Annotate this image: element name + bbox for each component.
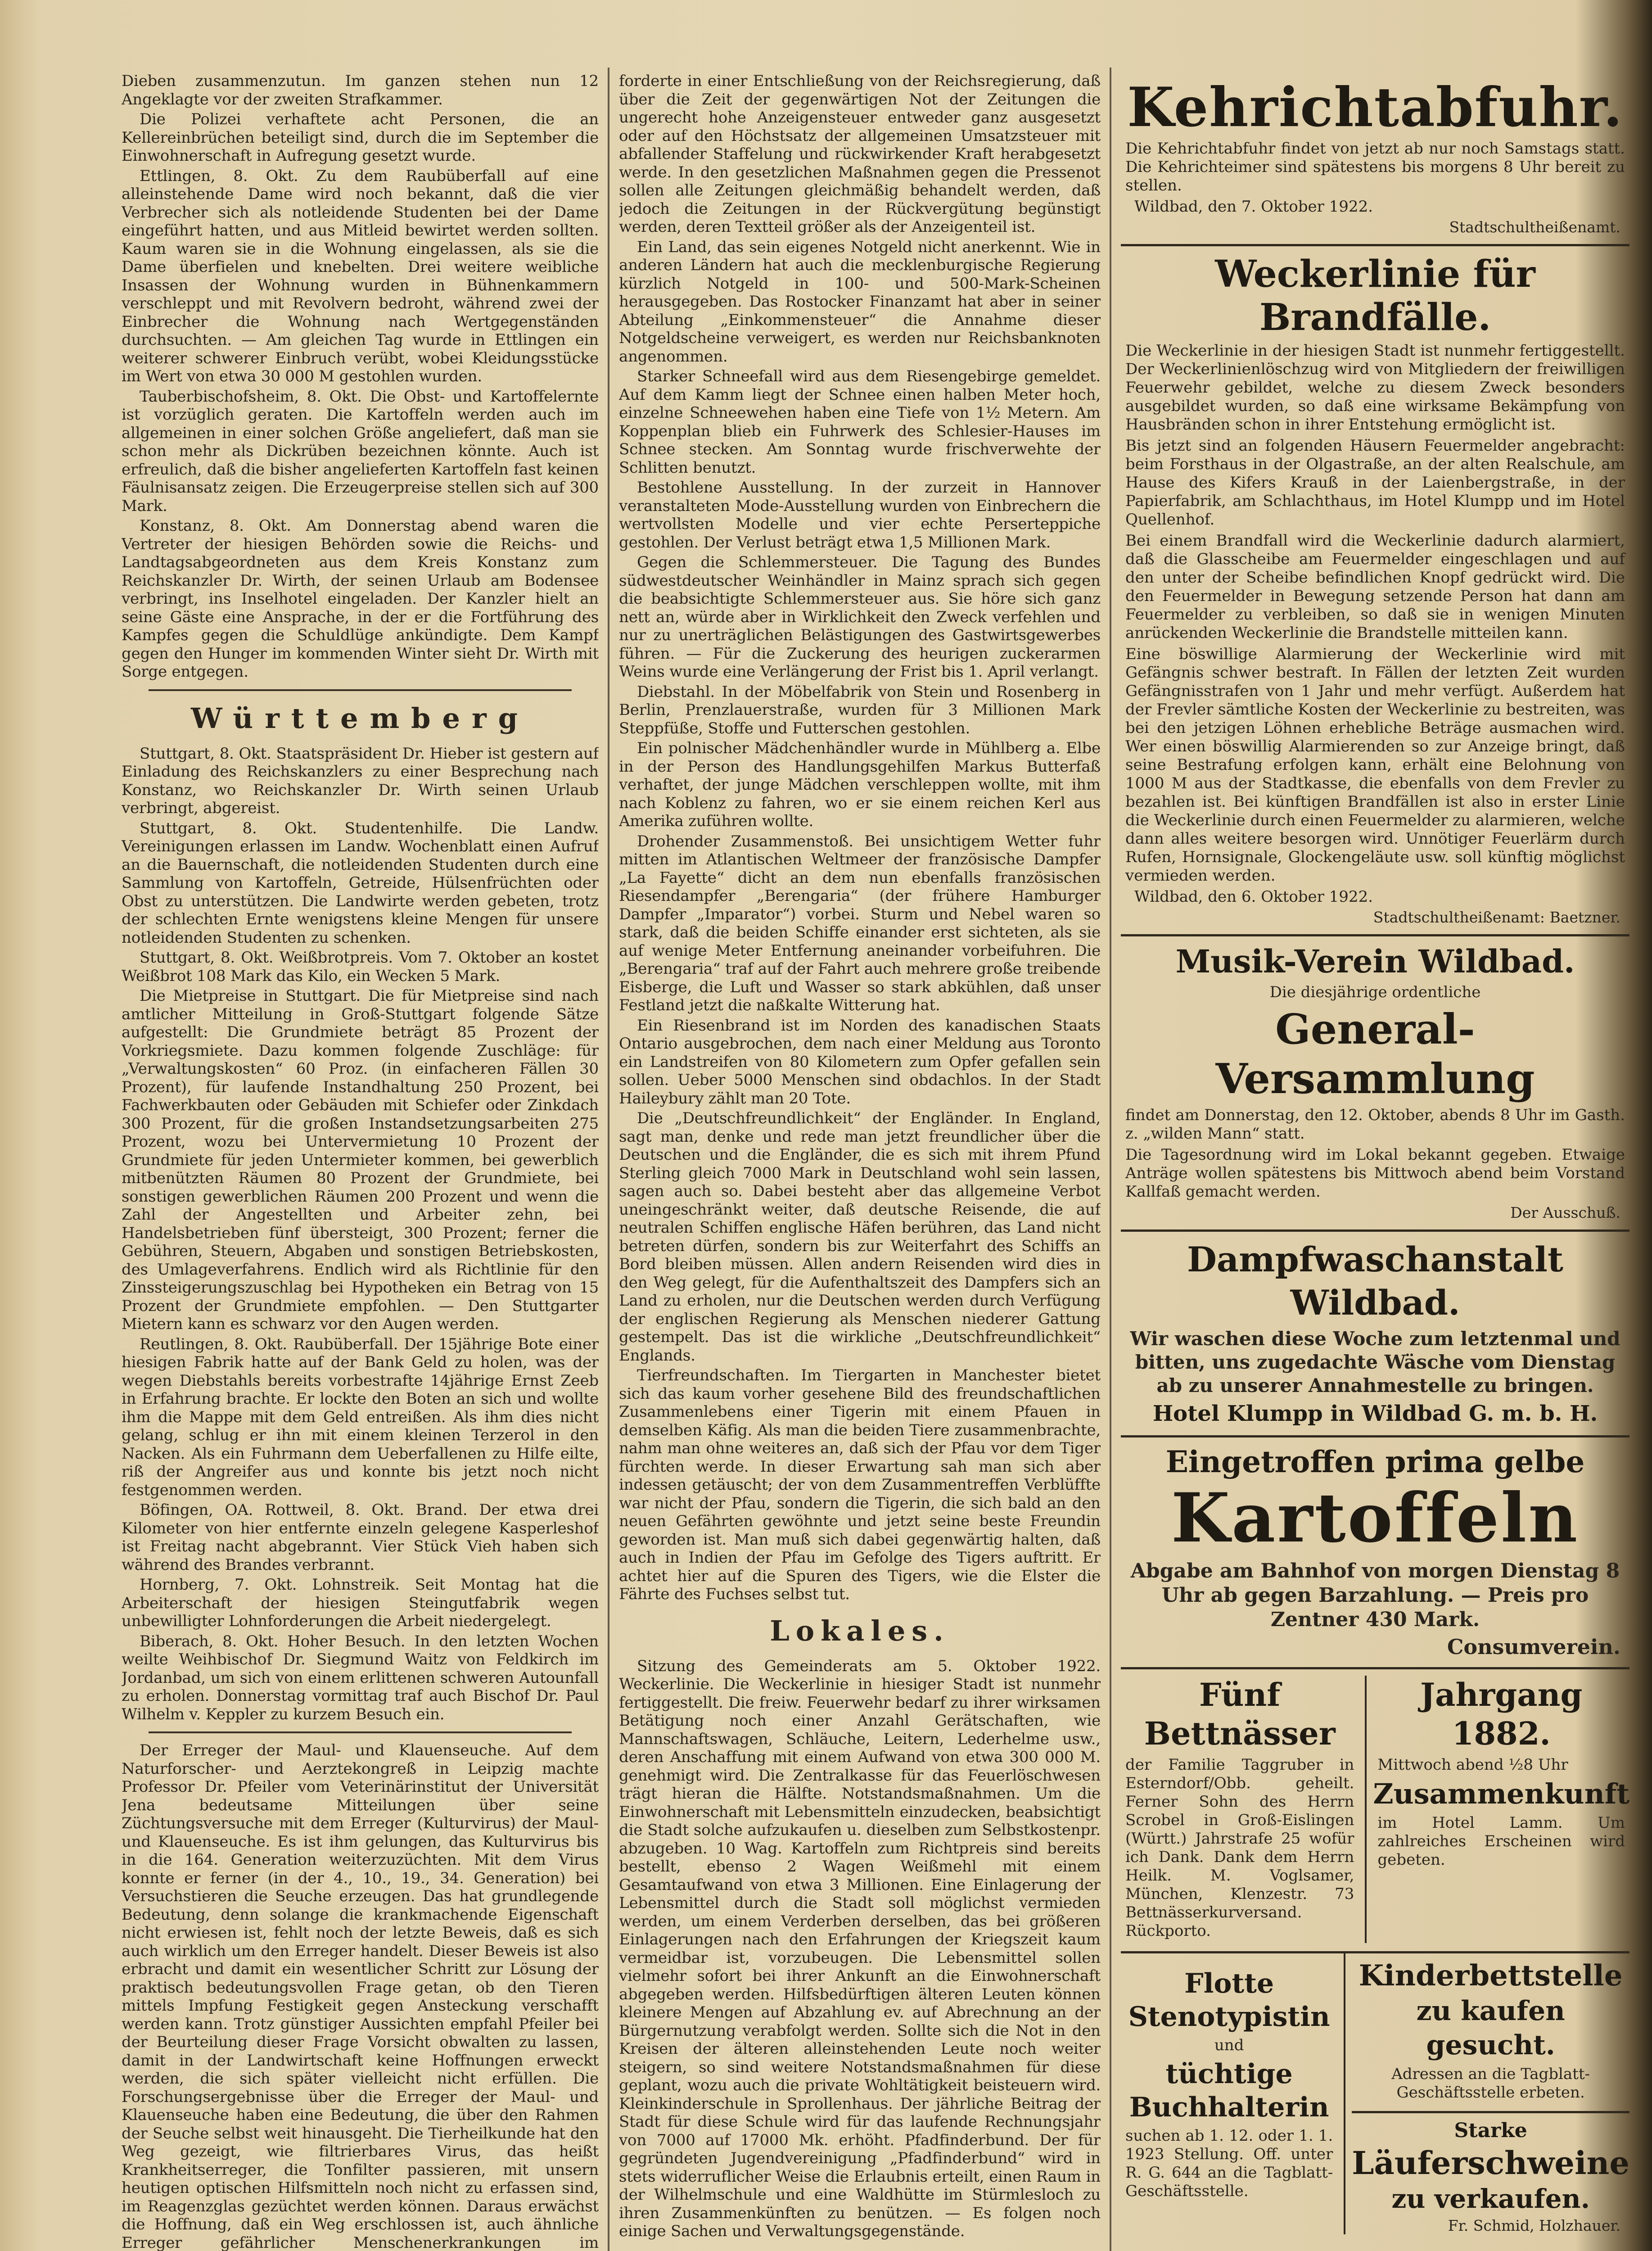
ad-title: Musik-Verein Wildbad.	[1175, 943, 1575, 980]
ad-title: Fünf Bettnässer	[1144, 1676, 1336, 1752]
ad-jahrgang-1882	[1373, 1676, 1629, 1943]
article-paragraph: Tauberbischofsheim, 8. Okt. Die Obst- und Kartoffelernte ist vorzüglich geraten. Die Kartoffeln werden auch im allgemeinen in einer solchen Größe angeliefert, daß man sie schon mehr als Dickrüben bezeichnen könnte. Auch ist erfreulich, daß die bisher angelieferten Kartoffeln fast keinen Fäulnisansatz zeigen. Die Erzeugerpreise stellen sich auf 300 Mark.	[122, 387, 599, 515]
ad-title: Kinderbettstelle	[1359, 1959, 1623, 1993]
ad-headline: General-Versammlung	[1215, 1005, 1535, 1103]
ad-body: Wir waschen diese Woche zum letztenmal und bitten, uns zugedachte Wäsche vom Dienstag ab zu unserer Annahmestelle zu bringen.	[1130, 1328, 1620, 1397]
ad-headline: Läuferschweine	[1352, 2144, 1629, 2182]
ad-place-date: Wildbad, den 6. Oktober 1922.	[1134, 888, 1373, 906]
ad-headline: Zusammenkunft	[1373, 1777, 1629, 1810]
column-2	[619, 72, 1101, 2251]
column-1	[122, 72, 599, 2251]
ad-body: Abgabe am Bahnhof von morgen Dienstag 8 Uhr ab gegen Barzahlung. — Preis pro Zentner 430 Mark.	[1130, 1559, 1620, 1631]
article-paragraph: Dieben zusammenzutun. Im ganzen stehen nun 12 Angeklagte vor der zweiten Strafkammer.	[122, 72, 599, 108]
ad-row-bottom	[1121, 1953, 1629, 2234]
section-heading-wuerttemberg: Württemberg	[191, 701, 529, 735]
ad-body: Bis jetzt sind an folgenden Häusern Feuermelder angebracht: beim Forsthaus in der Olgastraße, an der alten Realschule, am Hause des Kifers Krauß in der Laienbergstraße, in der Papierfabrik, am Schlachthaus, im Hotel Klumpp und im Hotel Quellenhof.	[1125, 437, 1625, 529]
column-rule	[1110, 68, 1111, 2251]
ad-kartoffeln	[1121, 1437, 1629, 1669]
article-paragraph: Diebstahl. In der Möbelfabrik von Stein und Rosenberg in Berlin, Prenzlauerstraße, wurden für 3 Millionen Mark Steppfüße, Stoffe und Futterschen gestohlen.	[619, 683, 1101, 737]
article-paragraph: Ein Land, das sein eigenes Notgeld nicht anerkennt. Wie in anderen Ländern hat auch die mecklenburgische Regierung kürzlich Notgeld in 100- und 500-Mark-Scheinen herausgegeben. Das Rostocker Finanzamt hat aber in seiner Abteilung „Einkommensteuer“ die Annahme dieser Notgeldscheine verweigert, es werden nur Reichsbanknoten angenommen.	[619, 238, 1101, 366]
article-paragraph: Konstanz, 8. Okt. Am Donnerstag abend waren die Vertreter der hiesigen Behörden sowie die Reichs- und Landtagsabgeordneten aus dem Kreis Konstanz zum Reichskanzler Dr. Wirth, der seinen Urlaub am Bodensee verbringt, ins Inselhotel eingeladen. Der Kanzler hielt an seine Gäste eine Ansprache, in der er die Fortführung des Kampfes gegen die Schuldlüge ankündigte. Dem Kampf gegen den Hunger im kommenden Winter sieht Dr. Wirth mit Sorge entgegen.	[122, 517, 599, 681]
article-paragraph: Stuttgart, 8. Okt. Weißbrotpreis. Vom 7. Oktober an kostet Weißbrot 108 Mark das Kilo, ein Wecken 5 Mark.	[122, 949, 599, 985]
article-paragraph: Hornberg, 7. Okt. Lohnstreik. Seit Montag hat die Arbeiterschaft der hiesigen Steingutfabrik wegen unbewilligter Lohnforderungen die Arbeit niedergelegt.	[122, 1576, 599, 1630]
ad-body: suchen ab 1. 12. oder 1. 1. 1923 Stellung. Off. unter R. G. 644 an die Tagblatt-Geschäftsstelle.	[1125, 2127, 1333, 2200]
ad-weckerlinie	[1121, 246, 1629, 936]
ad-row-bettnaesser-jahrgang	[1121, 1669, 1629, 1953]
ad-headline: Kartoffeln	[1171, 1478, 1580, 1558]
ad-title: Flotte Stenotypistin	[1128, 1968, 1330, 2033]
article-paragraph: Drohender Zusammenstoß. Bei unsichtigem Wetter fuhr mitten im Atlantischen Weltmeer der französische Dampfer „La Fayette“ dicht an dem nun ebenfalls französischen Riesendampfer „Berengaria“ (der frühere Hamburger Dampfer „Imparator“) vorbei. Sturm und Nebel waren so stark, daß die beiden Schiffe einander erst sichteten, als sie auf wenige Meter Entfernung aneinander vorbeifuhren. Die „Berengaria“ traf auf der Fahrt auch mehrere große treibende Eisberge, die Luft und Wasser so stark abkühlen, daß unser Festland jetzt die naßkalte Witterung hat.	[619, 832, 1101, 1014]
ad-signature: Stadtschultheißenamt.	[1449, 218, 1620, 236]
ad-headline: tüchtige Buchhalterin	[1129, 2058, 1329, 2123]
ad-signature: Stadtschultheißenamt: Baetzner.	[1373, 909, 1620, 926]
ad-body: Die Tagesordnung wird im Lokal bekannt gegeben. Etwaige Anträge wollen spätestens bis Mittwoch abend beim Vorstand Kallfaß gemacht werden.	[1125, 1146, 1625, 1201]
ad-title: Weckerlinie für Brandfälle.	[1215, 253, 1535, 339]
article-paragraph: Die Mietpreise in Stuttgart. Die für Mietpreise sind nach amtlicher Mitteilung in Groß-Stuttgart folgende Sätze aufgestellt: Die Grundmiete beträgt 85 Prozent der Vorkriegsmiete. Dazu kommen folgende Zuschläge: für „Verwaltungskosten“ 60 Proz. (in einfacheren Fällen 30 Prozent), für laufende Instandhaltung 250 Prozent, bei Fachwerkbauten oder Gebäuden mit Schiefer oder Zinkdach 300 Prozent, für die großen Instandsetzungsarbeiten 275 Prozent, wozu bei Untervermietung 10 Prozent der Grundmiete für jeden Untermieter kommen, bei gewerblich mitbenützten Räumen 80 Prozent der Grundmiete, bei sonstigen gewerblichen Räumen 200 Prozent und wenn die Zahl der Angestellten und Arbeiter zehn, bei Handelsbetrieben fünf übersteigt, 300 Prozent; ferner die Gebühren, Steuern, Abgaben und sonstigen Betriebskosten, des Umlageverfahrens. Endlich wird als Richtlinie für den Zinssteigerungszuschlag bei Hypotheken ein Betrag von 15 Prozent der Grundmiete empfohlen. — Den Stuttgarter Mietern kann es schwarz vor den Augen werden.	[122, 987, 599, 1333]
ad-body: findet am Donnerstag, den 12. Oktober, abends 8 Uhr im Gasth. z. „wilden Mann“ statt.	[1125, 1106, 1625, 1143]
article-paragraph: forderte in einer Entschließung von der Reichsregierung, daß über die Zeit der gegenwärtigen Not der Zeitungen die ungerecht hohe Anzeigensteuer entweder ganz ausgesetzt oder auf den Höchstsatz der allgemeinen Umsatzsteuer mit abfallender Staffelung und rückwirkender Kraft herabgesetzt werde. In den gesetzlichen Maßnahmen gegen die Pressenot sollen alle Zeitungen gleichmäßig behandelt werden, daß jedoch die Zeitungen in der Rückvergütung begünstigt werden, deren Textteil größer als der Anzeigenteil ist.	[619, 72, 1101, 236]
ad-body: Adressen an die Tagblatt-Geschäftsstelle erbeten.	[1391, 2065, 1590, 2102]
ad-divider	[1365, 1676, 1367, 1943]
ad-divider	[1344, 1953, 1345, 2234]
article-paragraph: Ettlingen, 8. Okt. Zu dem Raubüberfall auf eine alleinstehende Dame wird noch bekannt, daß die vier Verbrecher sich als notleidende Studenten bei der Dame eingeführt hatten, und aus Mitleid bewirtet werden sollten. Kaum waren sie in die Wohnung eingelassen, als sie die Dame überfielen und knebelten. Drei weitere weibliche Insassen der Wohnung wurden in Bühnenkammern verschleppt und mit Revolvern bedroht, während zwei der Einbrecher die Wohnung nach Wertgegenständen durchsuchten. — Am gleichen Tag wurde in Ettlingen ein weiterer schwerer Einbruch verübt, wobei Kleidungsstücke im Wert von etwa 30 000 M gestohlen wurden.	[122, 167, 599, 385]
ad-headline: zu verkaufen.	[1391, 2183, 1590, 2214]
ad-headline: zu kaufen gesucht.	[1416, 1995, 1565, 2061]
ad-connector: und	[1214, 2036, 1244, 2054]
column-rule	[608, 68, 609, 2251]
ad-title: Eingetroffen prima gelbe	[1165, 1444, 1585, 1479]
ad-body: Bei einem Brandfall wird die Weckerlinie dadurch alarmiert, daß die Glasscheibe am Feuermelder eingeschlagen und auf den unter der Scheibe befindlichen Knopf gedrückt wird. Die den Feuermelder in Bewegung setzende Person hat dann am Feuermelder zu verbleiben, so daß sie in wenigen Minuten anrückenden Weckerlinie die Brandstelle mitteilen kann.	[1125, 532, 1625, 642]
ad-body: der Familie Taggruber in Esterndorf/Obb. geheilt. Ferner Sohn des Herrn Scrobel in Groß-Eislingen (Württ.) Jahrstrafe 25 wofür ich Dank. Dank dem Herrn Heilk. M. Voglsamer, München, Klenzestr. 73 Bettnässerkurversand. Rückporto.	[1125, 1756, 1354, 1940]
ad-place-date: Wildbad, den 7. Oktober 1922.	[1134, 198, 1373, 216]
ad-musikverein	[1121, 936, 1629, 1232]
ad-subtitle: Die diesjährige ordentliche	[1269, 983, 1481, 1001]
article-paragraph: Sitzung des Gemeinderats am 5. Oktober 1922. Weckerlinie. Die Weckerlinie in hiesiger Stadt ist nunmehr fertiggestellt. Die freiw. Feuerwehr bedarf zu ihrer wirksamen Betätigung noch einer Anzahl Gerätschaften, wie Mannschaftswagen, Schläuche, Leitern, Lederhelme usw., deren Anschaffung mit einem Aufwand von etwa 300 000 M. genehmigt wird. Die Zentralkasse für das Feuerlöschwesen trägt hieran die Hälfte. Notstandsmaßnahmen. Um die Einwohnerschaft mit Lebensmitteln einzudecken, beabsichtigt die Stadt solche aufzukaufen u. dieselben zum Selbstkostenpr. abzugeben. 10 Wag. Kartoffeln zum Richtpreis sind bereits bestellt, ebenso 2 Wagen Weißmehl mit einem Gesamtaufwand von etwa 3 Millionen. Eine Einlagerung der Lebensmittel durch die Stadt soll möglichst vermieden werden, um einem Verderben derselben, das bei größeren Einlagerungen nach den Erfahrungen der Kriegszeit kaum vermeidbar ist, vorzubeugen. Die Lebensmittel sollen vielmehr sofort bei ihrer Ankunft an die Einwohnerschaft abgegeben werden. Hilfsbedürftigen älteren Leuten können kleinere Mengen auf Abzahlung ev. auf Abrechnung an der Bürgernutzung verabfolgt werden. Sollte sich die Not in den Kreisen der älteren alleinstehenden Leute noch weiter steigern, so sind weitere Notstandsmaßnahmen für diese geplant, wozu auch die private Wohltätigkeit beisteuern wird. Kleinkinderschule in Sprollenhaus. Der jährliche Beitrag der Stadt für diese Schule wird für das laufende Rechnungsjahr von 7000 auf 17000 Mk. erhöht. Pfadfinderbund. Der für gegründeten Jugendvereinigung „Pfadfinderbund“ wird in stets widerruflicher Weise die Erlaubnis erteilt, einen Raum in der Wilhelmschule und eine Waldhütte im Stürmlesloch zu ihren Zusammenkünften zu benützen. — Es folgen noch einige Sachen und Verwaltungsgegenstände.	[619, 1657, 1101, 2240]
article-paragraph: Die Polizei verhaftete acht Personen, die an Kellereinbrüchen beteiligt sind, durch die im September die Einwohnerschaft in Aufregung gesetzt wurde.	[122, 110, 599, 165]
divider	[149, 1731, 572, 1733]
ad-body: Eine böswillige Alarmierung der Weckerlinie wird mit Gefängnis schwer bestraft. In Fällen der letzten Zeit wurden Gefängnisstrafen von 1 Jahr und mehr verfügt. Außerdem hat der Frevler sämtliche Kosten der Weckerlinie zu bestreiten, was bei den jetzigen Löhnen erhebliche Beträge ausmachen wird. Wer einen böswillig Alarmierenden so zur Anzeige bringt, daß seine Bestrafung erfolgen kann, erhält eine Belohnung von 1000 M aus der Stadtkasse, die ebenfalls von dem Frevler zu bezahlen ist. Bei künftigen Brandfällen ist also in erster Linie die Weckerlinie durch einen Feuermelder zu alarmieren, welche dann alles weitere besorgen wird. Unnötiger Feuerlärm durch Rufen, Hornsignale, Glockengeläute usw. soll künftig möglichst vermieden werden.	[1125, 645, 1625, 885]
section-heading-lokales: Lokales.	[770, 1614, 950, 1647]
divider	[149, 689, 572, 691]
ad-signature: Fr. Schmid, Holzhauer.	[1448, 2217, 1620, 2234]
article-paragraph: Biberach, 8. Okt. Hoher Besuch. In den letzten Wochen weilte Weihbischof Dr. Siegmund Waitz von Feldkirch im Jordanbad, um sich von einem erlittenen schweren Autounfall zu erholen. Donnerstag vormittag traf auch Bischof Dr. Paul Wilhelm v. Keppler zu kurzem Besuch ein.	[122, 1632, 599, 1723]
article-paragraph: Ein polnischer Mädchenhändler wurde in Mühlberg a. Elbe in der Person des Handlungsgehilfen Markus Butterfaß verhaftet, der junge Mädchen verschleppen wollte, mit ihm nach Koblenz zu fahren, wo er sie einem reichen Kerl aus Amerika zuführen wollte.	[619, 739, 1101, 830]
ad-body: Die Weckerlinie in der hiesigen Stadt ist nunmehr fertiggestellt. Der Weckerlinienlöschzug wird von Mitgliedern der freiwilligen Feuerwehr gebildet, welche zu diesem Zweck besonders ausgebildet wurden, so daß eine wirksame Bekämpfung von Hausbränden schon in ihrer Entstehung ermöglicht ist.	[1125, 342, 1625, 434]
ad-title: Kehrichtabfuhr.	[1127, 76, 1623, 139]
ad-kehrichtabfuhr	[1121, 72, 1629, 246]
ad-kinderbettstelle	[1352, 1958, 1629, 2113]
ad-signature: Der Ausschuß.	[1510, 1204, 1620, 1221]
advertisement-column	[1121, 72, 1629, 2251]
article-paragraph: Böfingen, OA. Rottweil, 8. Okt. Brand. Der etwa drei Kilometer von hier entfernte einzeln gelegene Kasperleshof ist Freitag nacht abgebrannt. Vier Stück Vieh haben sich während des Brandes verbrannt.	[122, 1501, 599, 1574]
article-paragraph: Gegen die Schlemmersteuer. Die Tagung des Bundes südwestdeutscher Weinhändler in Mainz sprach sich gegen die beabsichtigte Schlemmersteuer aus. Sie höre sich ganz nett an, würde aber in Wirklichkeit den Zweck verfehlen und nur zu unerträglichen Belästigungen des Gastwirtsgewerbes führen. — Für die Zuckerung des heurigen zuckerarmen Weins wurde eine Verlängerung der Frist bis 1. April verlangt.	[619, 553, 1101, 681]
ad-signature: Hotel Klumpp in Wildbad G. m. b. H.	[1152, 1401, 1598, 1426]
ad-right-stack	[1352, 1953, 1629, 2234]
article-paragraph: Ein Riesenbrand ist im Norden des kanadischen Staats Ontario ausgebrochen, dem nach einer Meldung aus Toronto ein Landstreifen von 80 Kilometern zum Opfer gefallen sein sollen. Ueber 5000 Menschen sind obdachlos. In der Stadt Haileybury zählt man 20 Tote.	[619, 1016, 1101, 1107]
ad-dampfwaschanstalt	[1121, 1232, 1629, 1437]
article-paragraph: Stuttgart, 8. Okt. Staatspräsident Dr. Hieber ist gestern auf Einladung des Reichskanzlers zu einer Besprechung nach Konstanz, wo Reichskanzler Dr. Wirth seinen Urlaub verbringt, abgereist.	[122, 744, 599, 817]
ad-title: Starke	[1454, 2119, 1527, 2142]
article-paragraph: Tierfreundschaften. Im Tiergarten in Manchester bietet sich das kaum vorher gesehene Bild des freundschaftlichen Zusammenlebens einer Tigerin mit einem Pfauen in demselben Käfig. Als man die beiden Tiere zusammenbrachte, nahm man ohne weiteres an, daß sich der Pfau vor dem Tiger fürchten werde. In dieser Erwartung sah man sich aber indessen getäuscht; der von dem Zusammentreffen Verblüffte war nicht der Pfau, sondern die Tigerin, die sich bald an den neuen Gefährten gewöhnte und jetzt seine beste Freundin geworden ist. Man muß sich dabei gegenwärtig halten, daß auch in Indien der Pfau im Gefolge des Tigers auftritt. Er achtet hier auf die Spuren des Tigers, wie die Elster die Fährte des Fuchses selbst tut.	[619, 1366, 1101, 1603]
article-paragraph: Reutlingen, 8. Okt. Raubüberfall. Der 15jährige Bote einer hiesigen Fabrik hatte auf der Bank Geld zu holen, was der wegen Diebstahls bereits vorbestrafte 14jährige Ernst Zeeb in Erfahrung brachte. Er lockte den Boten an sich und wollte ihm die Mappe mit dem Geld entreißen. Als ihm dies nicht gelang, schlug er ihn mit einem kleinen Terzerol in den Nacken. Als ein Fuhrmann dem Ueberfallenen zu Hilfe eilte, riß der Angreifer aus und konnte bis jetzt noch nicht festgenommen werden.	[122, 1335, 599, 1499]
ad-title: Jahrgang 1882.	[1420, 1676, 1583, 1752]
ad-body: im Hotel Lamm. Um zahlreiches Erscheinen wird gebeten.	[1377, 1814, 1625, 1869]
ad-stenotypistin	[1121, 1953, 1337, 2234]
article-paragraph: Bestohlene Ausstellung. In der zurzeit in Hannover veranstalteten Mode-Ausstellung wurden von Einbrechern die wertvollsten Modelle und vier echte Perserteppiche gestohlen. Der Verlust beträgt etwa 1,5 Millionen Mark.	[619, 479, 1101, 551]
ad-body: Die Kehrichtabfuhr findet von jetzt ab nur noch Samstags statt. Die Kehrichteimer sind spätestens bis morgens 8 Uhr bereit zu stellen.	[1125, 140, 1625, 194]
article-paragraph: Stuttgart, 8. Okt. Studentenhilfe. Die Landw. Vereinigungen erlassen im Landw. Wochenblatt einen Aufruf an die Bauernschaft, die notleidenden Studenten durch eine Sammlung von Kartoffeln, Getreide, Hülsenfrüchten oder Obst zu unterstützen. Die Landwirte werden gebeten, trotz der schlechten Ernte wenigstens kleine Mengen für unsere notleidenden Studenten zu schenken.	[122, 819, 599, 947]
ad-laeuferschweine	[1352, 2118, 1629, 2234]
ad-body: Mittwoch abend ½8 Uhr	[1377, 1756, 1568, 1774]
ad-signature: Consumverein.	[1447, 1635, 1620, 1659]
article-paragraph: Der Erreger der Maul- und Klauenseuche. Auf dem Naturforscher- und Aerztekongreß in Leipzig machte Professor Dr. Pfeiler vom Veterinärinstitut der Universität Jena bedeutsame Mitteilungen über seine Züchtungsversuche mit dem Erreger (Kulturvirus) der Maul- und Klauenseuche. Es ist ihm gelungen, das Kulturvirus bis in die 164. Generation weiterzuzüchten. Mit dem Virus konnte er ferner (in der 4., 10., 19., 34. Generation) bei Versuchstieren die Seuche erzeugen. Das hat grundlegende Bedeutung, denn solange die krankmachende Eigenschaft nicht erwiesen ist, fehlt noch der letzte Beweis, daß es sich auch wirklich um den Erreger handelt. Dieser Beweis ist also erbracht und damit ein wesentlicher Schritt zur Lösung der praktisch bedeutungsvollen Frage getan, ob den Tieren mittels Impfung Festigkeit gegen Ansteckung verschafft werden kann. Trotz günstiger Aussichten empfahl Pfeiler bei der Beurteilung dieser Frage Vorsicht obwalten zu lassen, damit in der Landwirtschaft keine Hoffnungen erweckt werden, die sich später vielleicht nicht erfüllen. Die Forschungsergebnisse über die Erreger der Maul- und Klauenseuche haben eine Bedeutung, die über den Rahmen der Seuche selbst weit hinausgeht. Die Tierheilkunde hat den Weg gezeigt, wie filtrierbares Virus, das heißt Krankheitserreger, die Tonfilter passieren, mit unsern heutigen optischen Hilfsmitteln noch nicht zu erfassen sind, im Reagenzglas gezüchtet werden können. Daraus erwächst die Hoffnung, daß ein Weg erschlossen ist, auch ähnliche Erreger gefährlicher Menschenerkrankungen im	[122, 1741, 599, 2251]
ad-title: Dampfwaschanstalt Wildbad.	[1187, 1239, 1563, 1323]
article-paragraph: Die „Deutschfreundlichkeit“ der Engländer. In England, sagt man, denke und rede man jetzt freundlicher über die Deutschen und die Engländer, die es sich mit ihrem Pfund Sterling gleich 7000 Mark in Deutschland wohl sein lassen, sagen auch so. Dabei besteht aber das allgemeine Verbot uneingeschränkt weiter, daß deutsche Reisende, die auf neutralen Schiffen englische Häfen berühren, das Land nicht betreten dürfen, sondern bis zur Weiterfahrt des Schiffs an Bord bleiben müssen. Allen andern Reisenden wird dies in den Weg gelegt, für die Aufenthaltszeit des Dampfers sich an Land zu erholen, nur die Deutschen werden durch Verfügung der englischen Regierung als Menschen niederer Gattung gestempelt. Das ist die wirkliche „Deutschfreundlichkeit“ Englands.	[619, 1109, 1101, 1365]
article-paragraph: Starker Schneefall wird aus dem Riesengebirge gemeldet. Auf dem Kamm liegt der Schnee einen halben Meter hoch, einzelne Schneewehen haben eine Tiefe von 1½ Metern. Am Koppenplan blieb ein Fuhrwerk des Schlesier-Hauses im Schnee stecken. Am Sonntag wurde frischverwehte der Schlitten benutzt.	[619, 367, 1101, 477]
ad-bettnaesser	[1121, 1676, 1359, 1943]
